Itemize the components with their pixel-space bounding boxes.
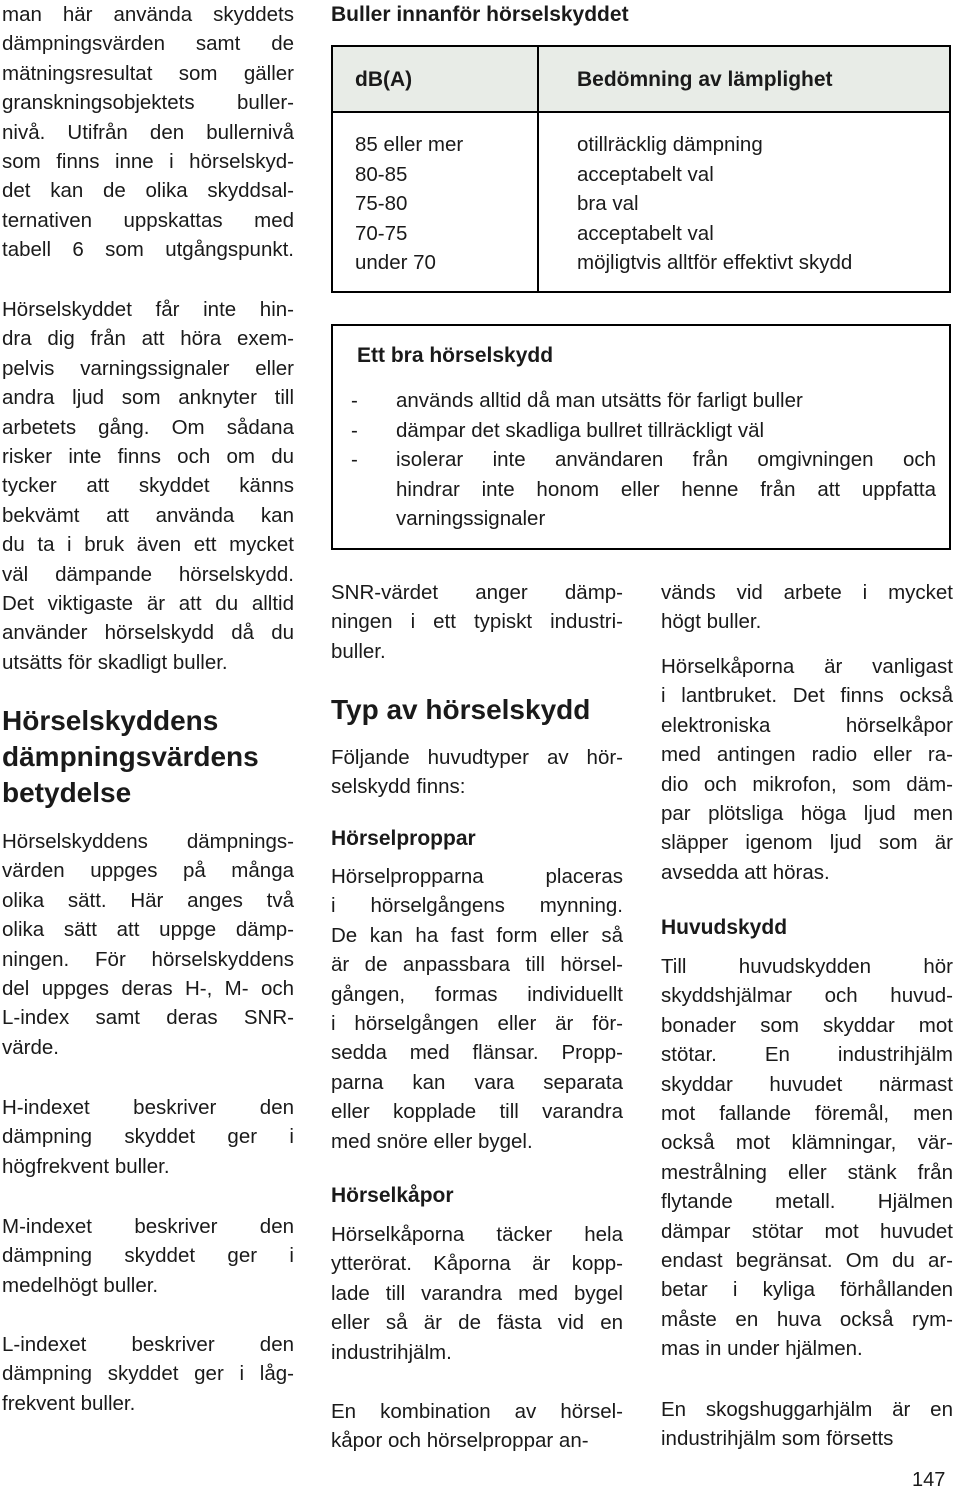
text-line: nivå. Utifrån den bullernivå — [2, 120, 294, 144]
text-line: endast begränsat. Om du ar- — [661, 1249, 953, 1273]
text-line: Hörselkåporna täcker hela — [331, 1223, 623, 1246]
text-line: dämpning skyddet ger i — [2, 1244, 294, 1268]
text-line: lade till varandra med bygel — [331, 1281, 623, 1305]
text-line: måste en huva också rym- — [661, 1307, 953, 1331]
paragraph-m-index — [2, 1212, 294, 1300]
text-line: ytterörat. Kåporna är kopp- — [331, 1252, 623, 1276]
table-column-divider — [537, 47, 539, 291]
text-line: H-indexet beskriver den — [2, 1096, 294, 1119]
text-line: olika sätt att uppge dämp- — [2, 918, 294, 942]
paragraph-head-protection — [661, 952, 953, 1364]
table-cell-level: 80-85 — [355, 162, 408, 186]
text-line: med snöre eller bygel. — [331, 1129, 533, 1153]
text-line: par plötsliga höga ljud men — [661, 802, 953, 826]
text-line: värden uppges på många — [2, 859, 294, 883]
text-line: man här använda skyddets — [2, 3, 294, 26]
text-line: En skogshuggarhjälm är en — [661, 1398, 953, 1421]
dash-bullet: - — [351, 448, 358, 472]
paragraph-intro — [2, 0, 294, 265]
text-line: med antingen radio eller ra- — [661, 743, 953, 767]
paragraph-earplugs — [331, 862, 623, 1156]
text-line: granskningsobjektets buller- — [2, 91, 294, 115]
text-line: också mot klämningar, vär- — [661, 1131, 953, 1155]
paragraph-forestry-helmet — [661, 1395, 953, 1454]
text-line: medelhögt buller. — [2, 1273, 159, 1297]
heading-protector-types: Typ av hörselskydd — [331, 694, 591, 725]
text-line: som finns inne i hörselskyd- — [2, 150, 294, 174]
good-protector-title: Ett bra hörselskydd — [357, 344, 554, 367]
text-line: hindrar inte honom eller henne från att uppfatta — [396, 477, 936, 501]
text-line: Följande huvudtyper av hör- — [331, 746, 623, 769]
paragraph-attenuation-methods — [2, 827, 294, 1062]
table-title: Buller innanför hörselskyddet — [331, 3, 629, 26]
page-number: 147 — [912, 1469, 946, 1491]
table-cell-rating: otillräcklig dämpning — [577, 133, 763, 156]
list-item-text — [396, 386, 936, 416]
text-line: parna kan vara separata — [331, 1070, 623, 1094]
list-item — [351, 416, 936, 446]
text-line: dämpningsvärdens — [2, 741, 259, 772]
paragraph-types-intro — [331, 743, 623, 802]
text-line: ternativen uppskattas med — [2, 208, 294, 232]
list-item-text — [396, 445, 936, 534]
text-line: mestrålning eller stänk från — [661, 1160, 953, 1184]
heading-head-protection: Huvudskydd — [661, 916, 788, 939]
text-line: skyddshjälmar och huvud- — [661, 984, 953, 1008]
text-line: dämpning skyddet ger i — [2, 1125, 294, 1149]
text-line: SNR-värdet anger dämp- — [331, 581, 623, 604]
text-line: vänds vid arbete i mycket — [661, 581, 953, 604]
text-line: det kan de olika skyddsal- — [2, 179, 294, 203]
paragraph-earmuffs-farming — [661, 652, 953, 887]
paragraph-combination — [331, 1397, 623, 1456]
text-line: skyddar huvudet närmast — [661, 1072, 953, 1096]
text-line: bonader som skyddar mot — [661, 1013, 953, 1037]
text-line: i lantbruket. Det finns också — [661, 684, 953, 708]
table-column-ratings — [577, 130, 852, 278]
text-line: högfrekvent buller. — [2, 1154, 170, 1178]
text-line: ningen. För hörselskyddens — [2, 947, 294, 971]
heading-attenuation-values — [2, 703, 259, 811]
text-line: L-index samt deras SNR- — [2, 1006, 294, 1030]
text-line: Hörselskyddens dämpnings- — [2, 830, 294, 853]
text-line: används alltid då man utsätts för farligt buller — [396, 389, 803, 412]
text-line: använder hörselskydd då du — [2, 621, 294, 645]
text-line: Hörselpropparna placeras — [331, 865, 623, 888]
table-header-dba: dB(A) — [355, 68, 413, 91]
table-cell-rating: acceptabelt val — [577, 221, 714, 245]
paragraph-combination-cont — [661, 578, 953, 637]
text-line: gången, formas individuellt — [331, 982, 623, 1006]
text-line: i hörselgången eller är för- — [331, 1012, 623, 1036]
text-line: du ta i bruk även ett mycket — [2, 533, 294, 557]
heading-earmuffs: Hörselkåpor — [331, 1184, 454, 1207]
table-column-levels — [355, 130, 463, 278]
text-line: värde. — [2, 1035, 59, 1059]
text-line: sedda med flänsar. Propp- — [331, 1041, 623, 1065]
text-line: utsätts för skadligt buller. — [2, 650, 228, 674]
text-line: dio och mikrofon, som däm- — [661, 772, 953, 796]
text-line: betar i kyliga förhållanden — [661, 1278, 953, 1302]
good-protector-list — [351, 386, 936, 534]
table-cell-rating: acceptabelt val — [577, 162, 714, 186]
table-header-rating: Bedömning av lämplighet — [577, 68, 833, 91]
text-line: elektroniska hörselkåpor — [661, 713, 953, 737]
paragraph-earmuffs — [331, 1220, 623, 1367]
text-line: dra dig från att höra exem- — [2, 327, 294, 351]
paragraph-warning-signals — [2, 295, 294, 677]
text-line: dämpar det skadliga bullret tillräckligt väl — [396, 418, 765, 442]
text-line: mas in under hjälmen. — [661, 1337, 863, 1361]
text-line: Till huvudskydden hör — [661, 955, 953, 978]
text-line: L-indexet beskriver den — [2, 1333, 294, 1356]
good-protector-box — [331, 324, 951, 550]
text-line: industrihjälm som försetts — [661, 1427, 894, 1451]
list-item — [351, 445, 936, 534]
text-line: släpper igenom ljud som är — [661, 831, 953, 855]
text-line: tabell 6 som utgångspunkt. — [2, 238, 294, 262]
table-cell-level: 85 eller mer — [355, 133, 464, 156]
text-line: i hörselgångens mynning. — [331, 894, 623, 918]
text-line: eller kopplade till varandra — [331, 1100, 623, 1124]
text-line: frekvent buller. — [2, 1391, 136, 1415]
text-line: mot fallande föremål, men — [661, 1102, 953, 1126]
text-line: industrihjälm. — [331, 1340, 452, 1364]
text-line: dämpningsvärden samt de — [2, 32, 294, 56]
text-line: dämpar stötar mot huvudet — [661, 1219, 953, 1243]
noise-rating-table — [331, 45, 951, 293]
text-line: betydelse — [2, 777, 132, 808]
text-line: mätningsresultat som gäller — [2, 61, 294, 85]
text-line: En kombination av hörsel- — [331, 1400, 623, 1423]
text-line: avsedda att höras. — [661, 860, 830, 884]
list-item — [351, 386, 936, 416]
text-line: eller så är de fästa vid en — [331, 1311, 623, 1335]
text-line: buller. — [331, 639, 386, 663]
text-line: tycker att skyddet känns — [2, 474, 294, 498]
text-line: är de anpassbara till hörsel- — [331, 953, 623, 977]
text-line: Hörselskyddens — [2, 705, 219, 736]
text-line: M-indexet beskriver den — [2, 1215, 294, 1238]
text-line: isolerar inte användaren från omgivningen och — [396, 448, 936, 472]
table-cell-rating: möjligtvis alltför effektivt skydd — [577, 251, 853, 275]
text-line: Hörselskyddet får inte hin- — [2, 298, 294, 321]
text-line: kåpor och hörselproppar an- — [331, 1429, 589, 1453]
text-line: väl dämpande hörselskydd. — [2, 562, 294, 586]
text-line: dämpning skyddet ger i låg- — [2, 1362, 294, 1386]
text-line: andra ljud som anknyter till — [2, 386, 294, 410]
text-line: högt buller. — [661, 610, 762, 634]
text-line: Det viktigaste är att du alltid — [2, 592, 294, 616]
table-cell-level: under 70 — [355, 251, 436, 275]
paragraph-h-index — [2, 1093, 294, 1181]
paragraph-l-index — [2, 1330, 294, 1418]
text-line: ningen i ett typiskt industri- — [331, 610, 623, 634]
text-line: pelvis varningssignaler eller — [2, 356, 294, 380]
table-cell-level: 75-80 — [355, 192, 408, 216]
table-cell-level: 70-75 — [355, 221, 408, 245]
text-line: flytande metall. Hjälmen — [661, 1190, 953, 1214]
text-line: bekvämt att använda kan — [2, 503, 294, 527]
dash-bullet: - — [351, 389, 358, 412]
text-line: olika sätt. Här anges två — [2, 888, 294, 912]
text-line: selskydd finns: — [331, 775, 466, 799]
text-line: Hörselkåporna är vanligast — [661, 655, 953, 678]
text-line: stötar. En industrihjälm — [661, 1043, 953, 1067]
text-line: risker inte finns och om du — [2, 445, 294, 469]
table-cell-rating: bra val — [577, 192, 639, 216]
text-line: arbetets gång. Om sådana — [2, 415, 294, 439]
heading-earplugs: Hörselproppar — [331, 827, 476, 850]
text-line: De kan ha fast form eller så — [331, 923, 623, 947]
list-item-text — [396, 416, 936, 446]
text-line: varningssignaler — [396, 507, 546, 531]
text-line: del uppges deras H-, M- och — [2, 977, 294, 1001]
paragraph-snr — [331, 578, 623, 666]
dash-bullet: - — [351, 418, 358, 442]
